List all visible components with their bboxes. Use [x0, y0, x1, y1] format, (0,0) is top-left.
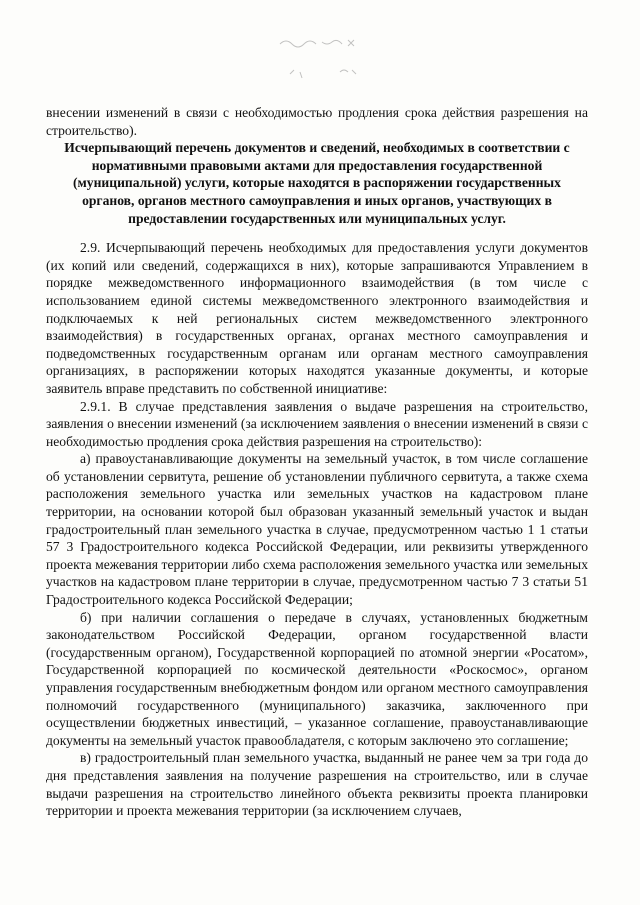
paragraph-continuation: внесении изменений в связи с необходимостью продления срока действия разрешения на строительство).: [46, 105, 588, 138]
paragraph-2-9: 2.9. Исчерпывающий перечень необходимых для предоставления услуги документов (их копий или сведений, содержащихся в них), которые запрашиваются Управлением в порядке межведомственного информационного взаимодействия (в том числе с использованием единой системы межведомственного электронного взаимодействия и подключаемых к ней региональных систем межведомственного электронного взаимодействия) в государственных органах, органах местного самоуправления и подведомственных государственным органам или органам местного самоуправления организациях, в распоряжении которых находятся указанные документы, и которые заявитель вправе представить по собственной инициативе:: [46, 240, 588, 396]
list-item-v: в) градостроительный план земельного участка, выданный не ранее чем за три года до дня представления заявления на получение разрешения на строительство, или в случае выдачи разрешения на строительство линейного объекта реквизиты проекта планировки территории и проекта межевания территории (за исключением случаев,: [46, 750, 588, 819]
list-item-b: б) при наличии соглашения о передаче в случаях, установленных бюджетным законодательством Российской Федерации, органом государственной власти (государственным органом), Государственной корпорацией по атомной энергии «Росатом», Государственной корпорацией по космической деятельности «Роскосмос», органом управления государственным внебюджетным фондом или органом местного самоуправления полномочий государственного (муниципального) заказчика, заключенного при осуществлении бюджетных инвестиций, – указанное соглашение, правоустанавливающие документы на земельный участок правообладателя, с которым заключено это соглашение;: [46, 609, 588, 748]
faded-stamp-mark: [270, 30, 370, 86]
list-item-a: а) правоустанавливающие документы на земельный участок, в том числе соглашение об установлении сервитута, решение об установлении публичного сервитута, а также схема расположения земельного участка или земельных участков на кадастровом плане территории, на основании которой был образован указанный земельный участок и выдан градостроительный план земельного участка в случае, предусмотренном частью 1 1 статьи 57 3 Градостроительного кодекса Российской Федерации, или реквизиты утвержденного проекта межевания территории либо схема расположения земельного участка или земельных участков на кадастровом плане территории в случае, предусмотренном частью 7 3 статьи 51 Градостроительного кодекса Российской Федерации;: [46, 451, 588, 608]
paragraph-2-9-1: 2.9.1. В случае представления заявления о выдаче разрешения на строительство, заявления о внесении изменений (за исключением заявления о внесении изменений в связи с необходимостью продления срока действия разрешения на строительство):: [46, 398, 588, 449]
document-body: [46, 104, 588, 820]
section-heading: Исчерпывающий перечень документов и сведений, необходимых в соответствии с нормативными правовыми актами для предоставления государственной (муниципальной) услуги, которые находятся в распоряжении государственных органов, органов местного самоуправления и иных органов, участвующих в предоставлении государственных или муниципальных услуг.: [64, 140, 570, 226]
